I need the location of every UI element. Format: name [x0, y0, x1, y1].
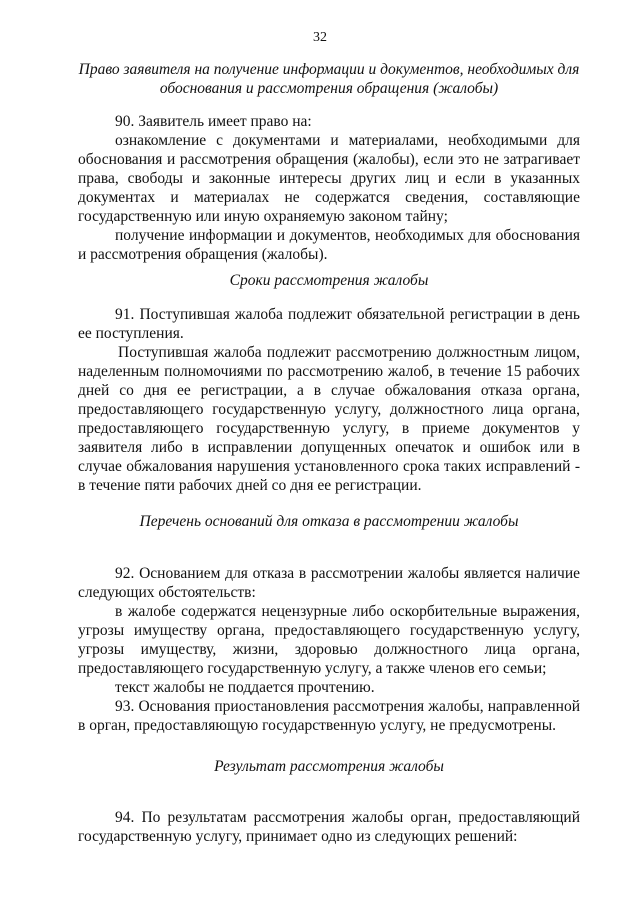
section-body-review-terms [78, 305, 580, 495]
section-heading-refusal-grounds: Перечень оснований для отказа в рассмотрении жалобы [139, 513, 519, 530]
section-body-refusal-grounds [78, 564, 580, 735]
section-heading-applicant-rights: Право заявителя на получение информации и документов, необходимых для обоснования и рассмотрения обращения (жалобы) [78, 61, 580, 97]
section-body-applicant-rights [78, 112, 580, 264]
section-heading-review-terms: Сроки рассмотрения жалобы [229, 272, 429, 289]
paragraph-90-information: получение информации и документов, необходимых для обоснования и рассмотрения обращения (жалобы). [78, 227, 580, 263]
paragraph-92-illegible: текст жалобы не поддается прочтению. [115, 679, 375, 696]
paragraph-94: 94. По результатам рассмотрения жалобы орган, предоставляющий государственную услугу, принимает одно из следующих решений: [78, 809, 580, 845]
section-body-review-result [78, 808, 580, 846]
paragraph-91-review-period: Поступившая жалоба подлежит рассмотрению должностным лицом, наделенным полномочиями по рассмотрению жалоб, в течение 15 рабочих дней со дня ее регистрации, а в случае обжалования отказа органа, предоставляющего государственную услугу, должностного лица органа, предоставляющего государственную услугу, в приеме документов у заявителя либо в исправлении допущенных опечаток и ошибок или в случае обжалования нарушения установленного срока таких исправлений - в течение пяти рабочих дней со дня ее регистрации. [78, 344, 580, 494]
paragraph-90-familiarization: ознакомление с документами и материалами, необходимыми для обоснования и рассмотрения обращения (жалобы), если это не затрагивает права, свободы и законные интересы других лиц и если в указанных документах и материалах не содержатся сведения, составляющие государственную или иную охраняемую законом тайну; [78, 132, 580, 225]
paragraph-91: 91. Поступившая жалоба подлежит обязательной регистрации в день ее поступления. [78, 306, 580, 342]
paragraph-92: 92. Основанием для отказа в рассмотрении жалобы является наличие следующих обстоятельств: [78, 565, 580, 601]
section-heading-review-result: Результат рассмотрения жалобы [214, 758, 444, 775]
page-number: 32 [313, 30, 327, 45]
paragraph-92-obscene: в жалобе содержатся нецензурные либо оскорбительные выражения, угрозы имуществу органа, предоставляющего государственную услугу, угрозы имуществу, жизни, здоровью должностного лица органа, предоставляющего государственную услугу, а также членов его семьи; [78, 603, 580, 677]
paragraph-90: 90. Заявитель имеет право на: [115, 113, 312, 130]
paragraph-93: 93. Основания приостановления рассмотрения жалобы, направленной в орган, предоставляющую государственную услугу, не предусмотрены. [78, 698, 580, 734]
